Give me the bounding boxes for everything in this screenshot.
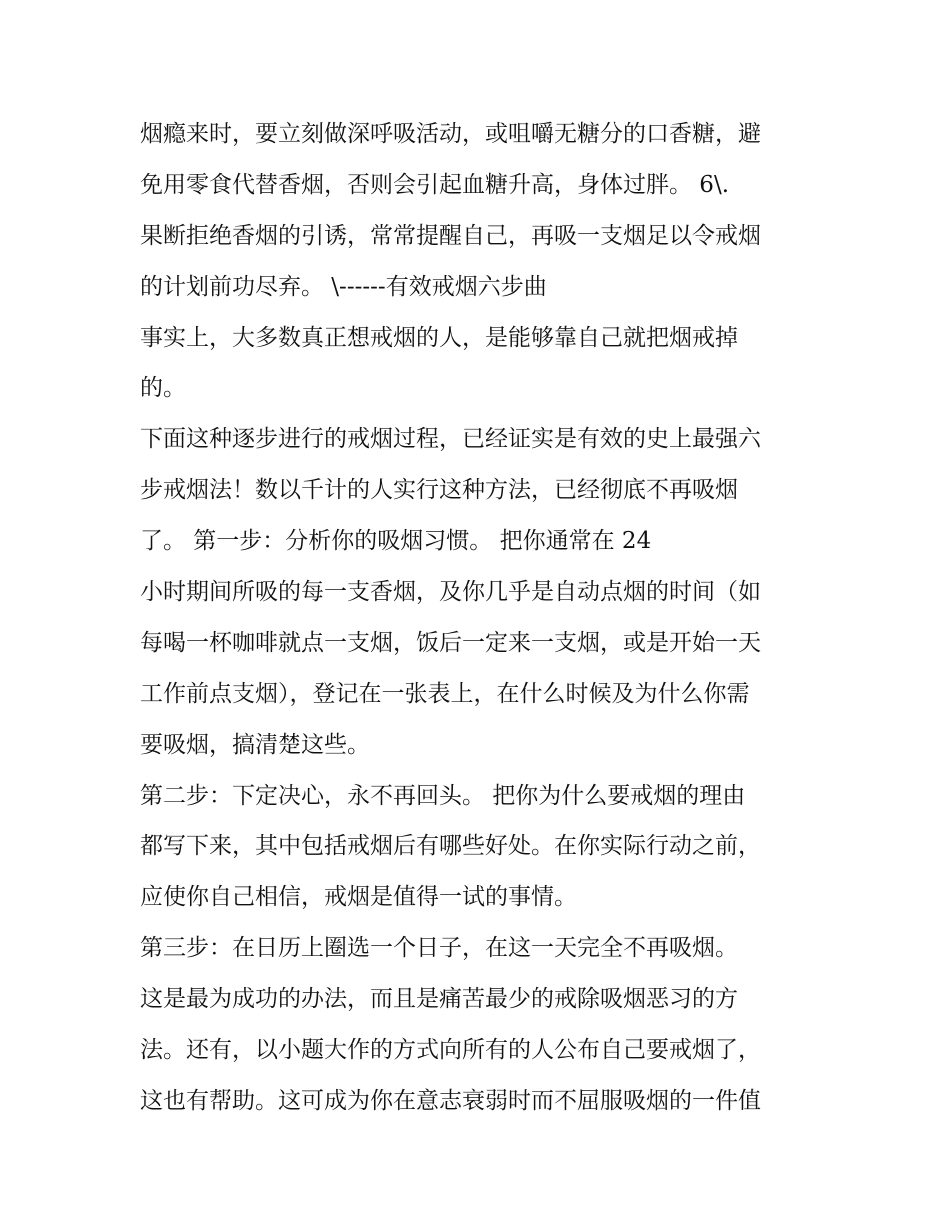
text-line: 了。 第一步：分析你的吸烟习惯。 把你通常在 24	[140, 528, 652, 555]
text-line: 第二步：下定决心，永不再回头。 把你为什么要戒烟的理由	[140, 782, 746, 809]
text-line: 工作前点支烟），登记在一张表上，在什么时候及为什么你需	[140, 680, 750, 707]
text-line: 这是最为成功的办法，而且是痛苦最少的戒除吸烟恶习的方	[140, 986, 738, 1013]
text-line: 事实上，大多数真正想戒烟的人，是能够靠自己就把烟戒掉	[140, 324, 738, 351]
text-line: 每喝一杯咖啡就点一支烟，饭后一定来一支烟，或是开始一天	[140, 629, 761, 656]
body-text	[140, 109, 830, 1127]
text-line: 法。还有，以小题大作的方式向所有的人公布自己要戒烟了，	[140, 1037, 761, 1064]
text-line: 第三步：在日历上圈选一个日子，在这一天完全不再吸烟。	[140, 935, 738, 962]
text-line: 小时期间所吸的每一支香烟，及你几乎是自动点烟的时间（如	[140, 579, 761, 606]
text-line: 应使你自己相信，戒烟是值得一试的事情。	[140, 884, 577, 911]
text-line: 这也有帮助。这可成为你在意志衰弱时而不屈服吸烟的一件值	[140, 1087, 761, 1114]
text-line: 烟瘾来时，要立刻做深呼吸活动，或咀嚼无糖分的口香糖，避	[140, 121, 761, 147]
text-line: 的。	[140, 375, 186, 402]
text-line: 要吸烟，搞清楚这些。	[140, 731, 370, 758]
text-line: 的计划前功尽弃。 \------有效戒烟六步曲	[140, 273, 547, 300]
text-line: 步戒烟法！数以千计的人实行这种方法，已经彻底不再吸烟	[140, 477, 738, 504]
text-line: 下面这种逐步进行的戒烟过程，已经证实是有效的史上最强六	[140, 426, 761, 453]
text-line: 免用零食代替香烟，否则会引起血糖升高，身体过胖。 6\.	[140, 171, 730, 198]
text-line: 都写下来，其中包括戒烟后有哪些好处。在你实际行动之前，	[140, 833, 761, 860]
text-line: 果断拒绝香烟的引诱，常常提醒自己，再吸一支烟足以令戒烟	[140, 222, 761, 249]
